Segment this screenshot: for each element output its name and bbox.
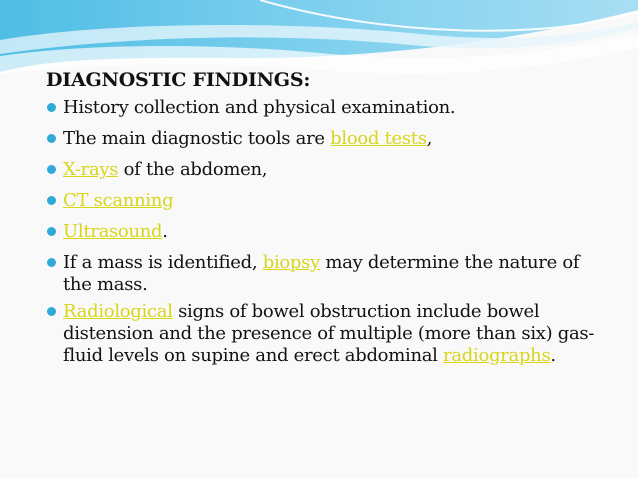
link[interactable]: CT scanning [63,190,174,211]
bullet-item [44,252,604,296]
link[interactable]: Ultrasound [63,221,163,242]
link[interactable]: radiographs [443,345,551,366]
link[interactable]: biopsy [262,252,320,273]
link[interactable]: Radiological [63,301,173,322]
bullet-item [44,159,604,181]
bullet-text: If a mass is identified, [63,252,263,273]
bullet-item [44,221,604,243]
bullet-item [44,190,604,212]
bullet-item [44,128,604,150]
bullet-text: History collection and physical examination. [63,97,456,118]
bullet-text: of the abdomen, [118,159,268,180]
header-wave-decoration [0,0,638,80]
bullet-text: signs of bowel obstruction include bowel distension and the presence of multiple (more than six) gas-fluid levels on supine and erect abdominal [63,301,595,366]
slide-title: DIAGNOSTIC FINDINGS: [46,69,311,91]
bullet-text: , [426,128,433,149]
bullet-text: . [550,345,556,366]
bullet-text: The main diagnostic tools are [63,128,331,149]
bullet-list [44,97,604,372]
bullet-item [44,301,604,367]
bullet-item [44,97,604,119]
link[interactable]: X-rays [63,159,119,180]
link[interactable]: blood tests [330,128,427,149]
bullet-text: . [162,221,168,242]
bullet-text: may determine the nature of the mass. [63,252,580,295]
